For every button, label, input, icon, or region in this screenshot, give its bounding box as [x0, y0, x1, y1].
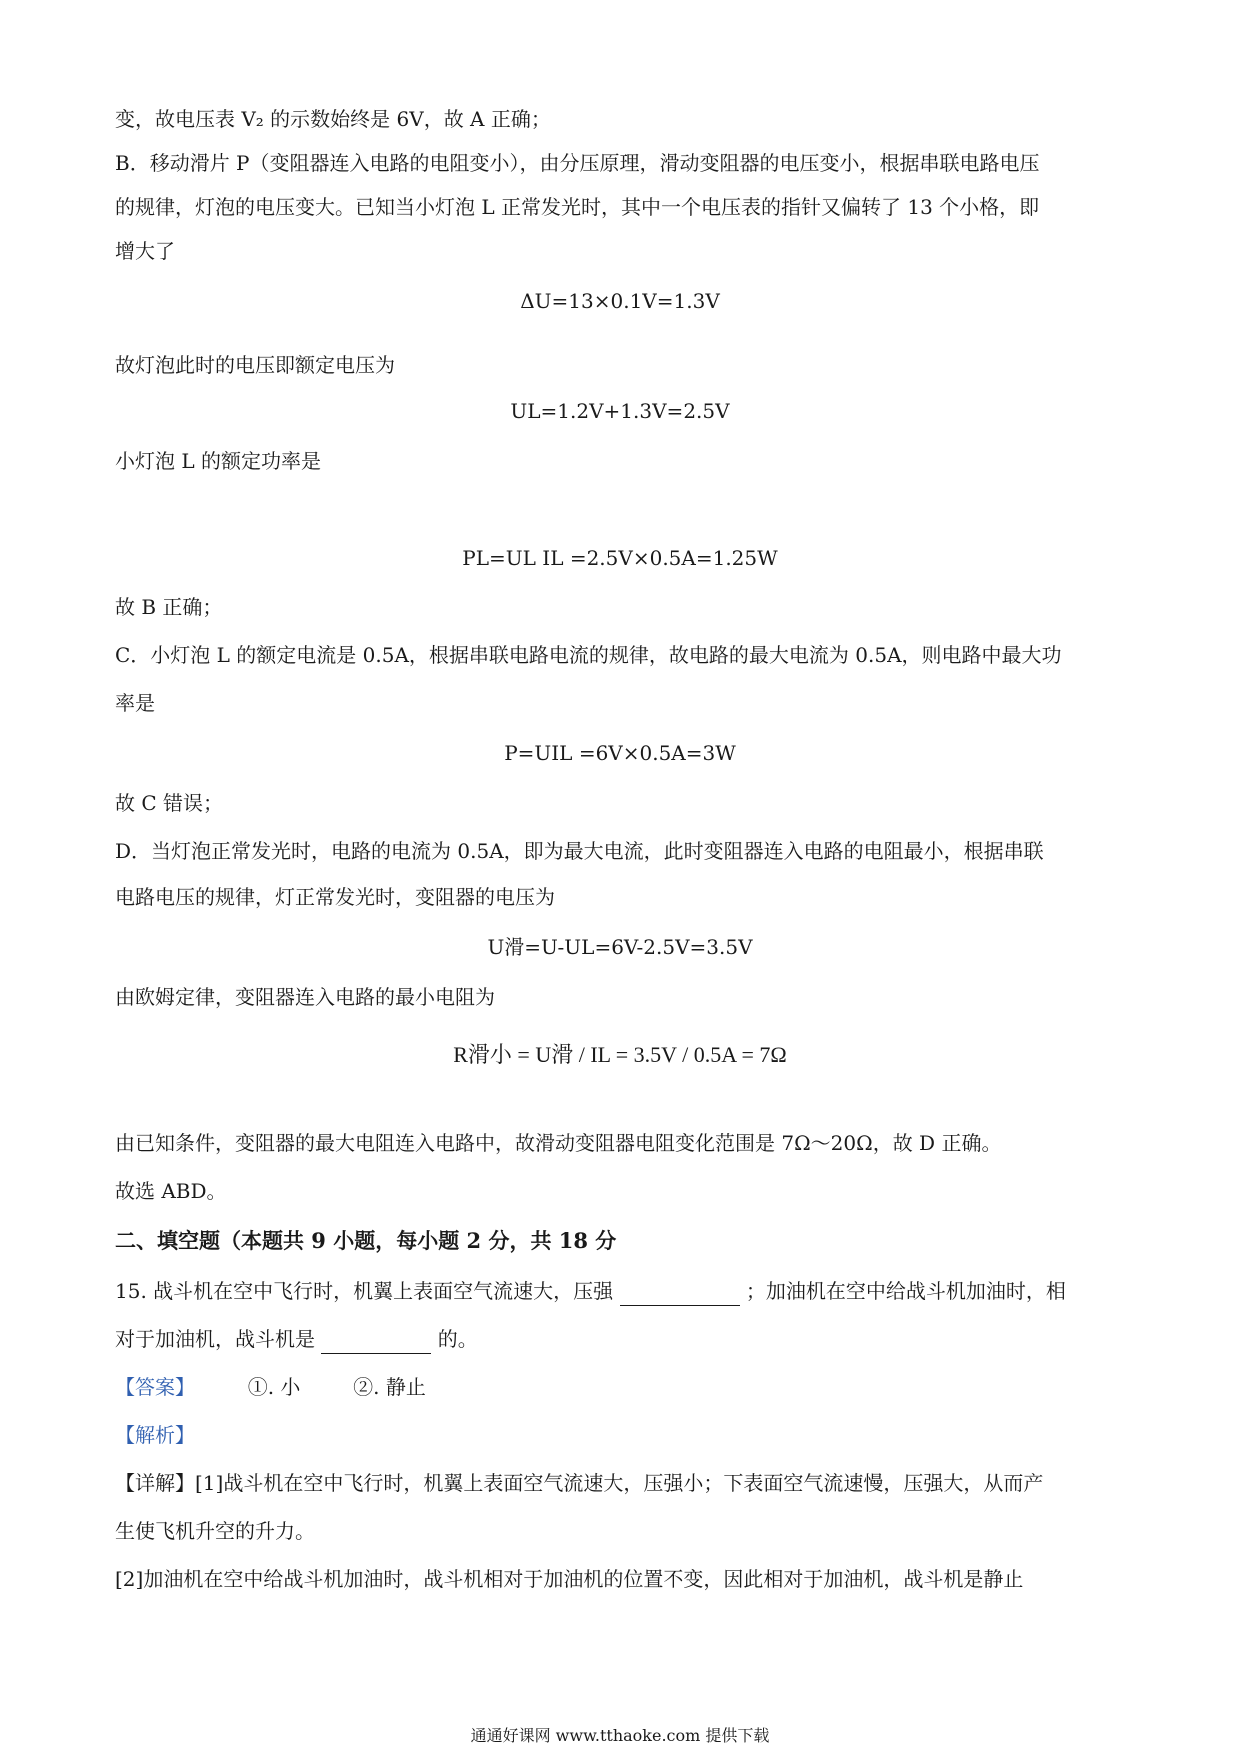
answer-blank[interactable] — [620, 1283, 740, 1306]
formula-u-slide: U滑=U-UL=6V-2.5V=3.5V — [487, 935, 753, 959]
question-text: 15. 战斗机在空中飞行时，机翼上表面空气流速大，压强 — [115, 1279, 614, 1303]
formula-ul: UL=1.2V+1.3V=2.5V — [510, 399, 730, 423]
formula-p: P=UIL =6V×0.5A=3W — [504, 741, 736, 765]
analysis-label: 【解析】 — [115, 1423, 195, 1447]
text-line: 增大了 — [115, 239, 175, 263]
formula-delta-u: ΔU=13×0.1V=1.3V — [520, 289, 720, 313]
text-line: 故 C 错误； — [115, 791, 224, 815]
text-line: 电路电压的规律，灯正常发光时，变阻器的电压为 — [115, 885, 555, 909]
text-line: 变，故电压表 V₂ 的示数始终是 6V，故 A 正确； — [115, 107, 551, 131]
text-line: B．移动滑片 P（变阻器连入电路的电阻变小），由分压原理，滑动变阻器的电压变小，根据串联电路电压 — [115, 151, 1040, 175]
text-line: 由欧姆定律，变阻器连入电路的最小电阻为 — [115, 985, 495, 1009]
question-line — [115, 1324, 478, 1354]
question-line — [115, 1276, 1066, 1306]
detail-line — [115, 1468, 1043, 1498]
question-text: ；加油机在空中给战斗机加油时，相 — [745, 1279, 1066, 1303]
detail-label: 【详解】 — [115, 1471, 195, 1495]
detail-text: [1]战斗机在空中飞行时，机翼上表面空气流速大，压强小；下表面空气流速慢，压强大，从而产 — [195, 1471, 1044, 1495]
section-heading: 二、填空题（本题共 9 小题，每小题 2 分，共 18 分 — [115, 1228, 617, 1253]
text-line: 故 B 正确； — [115, 595, 223, 619]
formula-pl: PL=UL IL =2.5V×0.5A=1.25W — [462, 546, 778, 570]
answer-blank[interactable] — [321, 1331, 431, 1354]
detail-line: 生使飞机升空的升力。 — [115, 1519, 315, 1543]
answer-line — [115, 1372, 426, 1402]
formula-r-min: R滑小 = U滑 / IL = 3.5V / 0.5A = 7Ω — [453, 1042, 787, 1067]
footer-watermark: 通通好课网 www.tthaoke.com 提供下载 — [470, 1726, 770, 1745]
detail-line: [2]加油机在空中给战斗机加油时，战斗机相对于加油机的位置不变，因此相对于加油机，战斗机是静止 — [115, 1567, 1024, 1591]
text-line: 故灯泡此时的电压即额定电压为 — [115, 353, 395, 377]
question-text: 的。 — [437, 1327, 478, 1351]
answer-item: ②. 静止 — [353, 1375, 426, 1399]
text-line: 故选 ABD。 — [115, 1179, 227, 1203]
answer-item: ①. 小 — [247, 1375, 301, 1399]
text-line: 小灯泡 L 的额定功率是 — [115, 449, 321, 473]
text-line: D．当灯泡正常发光时，电路的电流为 0.5A，即为最大电流，此时变阻器连入电路的电阻最小，根据串联 — [115, 839, 1044, 863]
text-line: 率是 — [115, 691, 155, 715]
text-line: 由已知条件，变阻器的最大电阻连入电路中，故滑动变阻器电阻变化范围是 7Ω～20Ω，故 D 正确。 — [115, 1131, 1002, 1155]
question-text: 对于加油机，战斗机是 — [115, 1327, 315, 1351]
text-line: 的规律，灯泡的电压变大。已知当小灯泡 L 正常发光时，其中一个电压表的指针又偏转了 13 个小格，即 — [115, 195, 1040, 219]
text-line: C．小灯泡 L 的额定电流是 0.5A，根据串联电路电流的规律，故电路的最大电流为 0.5A，则电路中最大功 — [115, 643, 1062, 667]
answer-label: 【答案】 — [115, 1375, 195, 1399]
